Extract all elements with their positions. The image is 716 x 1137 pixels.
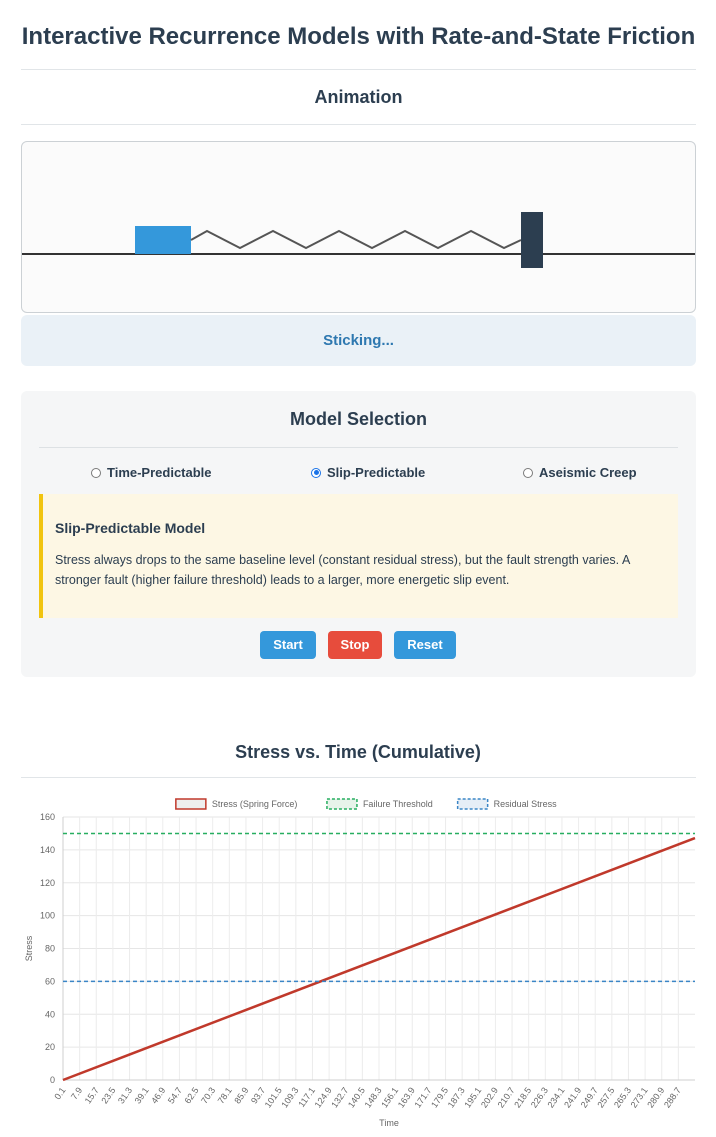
y-tick-label: 20 bbox=[44, 1042, 55, 1053]
x-tick-label: 39.1 bbox=[132, 1085, 151, 1106]
x-tick-label: 241.9 bbox=[562, 1085, 584, 1110]
x-tick-label: 0.1 bbox=[52, 1085, 68, 1102]
divider bbox=[39, 447, 678, 448]
x-tick-label: 288.7 bbox=[661, 1085, 684, 1110]
x-tick-label: 156.1 bbox=[379, 1085, 401, 1110]
x-tick-label: 23.5 bbox=[99, 1085, 118, 1106]
radio-label: Aseismic Creep bbox=[539, 465, 637, 480]
y-tick-label: 100 bbox=[39, 910, 55, 921]
model-radio-group bbox=[21, 465, 696, 485]
x-tick-label: 54.7 bbox=[165, 1085, 185, 1106]
radio-slip-predictable[interactable] bbox=[311, 465, 425, 480]
x-tick-label: 179.5 bbox=[429, 1085, 451, 1110]
x-tick-label: 226.3 bbox=[528, 1085, 550, 1110]
status-message: Sticking... bbox=[21, 315, 696, 366]
x-tick-label: 163.9 bbox=[395, 1085, 417, 1110]
x-tick-label: 210.7 bbox=[495, 1085, 517, 1110]
animation-section-title: Animation bbox=[314, 87, 403, 107]
y-tick-label: 140 bbox=[39, 844, 55, 855]
x-tick-label: 218.5 bbox=[512, 1085, 534, 1110]
x-tick-label: 101.5 bbox=[262, 1085, 284, 1110]
x-tick-label: 31.3 bbox=[115, 1085, 135, 1106]
chart-title: Stress vs. Time (Cumulative) bbox=[235, 742, 481, 762]
start-button[interactable]: Start bbox=[260, 631, 316, 659]
model-description-box bbox=[39, 494, 678, 618]
x-tick-label: 117.1 bbox=[296, 1085, 318, 1110]
x-tick-label: 93.7 bbox=[248, 1085, 268, 1106]
radio-circle-selected[interactable] bbox=[311, 468, 321, 478]
spring-block-svg bbox=[22, 142, 696, 313]
legend-label: Residual Stress bbox=[493, 799, 557, 809]
x-tick-label: 148.3 bbox=[362, 1085, 384, 1110]
y-tick-label: 160 bbox=[39, 812, 55, 822]
x-tick-label: 62.5 bbox=[182, 1085, 201, 1106]
radio-time-predictable[interactable] bbox=[91, 465, 212, 480]
legend-label: Failure Threshold bbox=[362, 799, 433, 809]
y-tick-label: 80 bbox=[44, 943, 55, 954]
x-tick-label: 280.9 bbox=[645, 1085, 667, 1110]
model-selection-title: Model Selection bbox=[289, 409, 428, 429]
x-tick-label: 257.5 bbox=[595, 1085, 617, 1110]
x-tick-label: 46.9 bbox=[149, 1085, 168, 1106]
x-tick-label: 273.1 bbox=[628, 1085, 650, 1110]
y-tick-label: 120 bbox=[39, 877, 55, 888]
y-axis-title: Stress bbox=[24, 935, 34, 962]
y-tick-label: 60 bbox=[44, 976, 55, 987]
legend-swatch bbox=[327, 799, 357, 809]
x-axis-title: Time bbox=[379, 1118, 399, 1128]
page-title: Interactive Recurrence Models with Rate-and-State Friction bbox=[21, 23, 696, 50]
divider bbox=[21, 777, 696, 778]
x-tick-label: 195.1 bbox=[462, 1085, 484, 1110]
divider bbox=[21, 124, 696, 125]
x-tick-label: 187.3 bbox=[445, 1085, 467, 1110]
x-tick-label: 265.3 bbox=[611, 1085, 634, 1110]
x-tick-label: 140.5 bbox=[345, 1085, 368, 1110]
driver-plate bbox=[521, 212, 543, 268]
model-description-title: Slip-Predictable Model bbox=[55, 520, 206, 536]
legend-swatch bbox=[176, 799, 206, 809]
spring bbox=[191, 231, 521, 248]
y-tick-label: 40 bbox=[44, 1009, 55, 1020]
x-tick-label: 109.3 bbox=[279, 1085, 301, 1110]
model-selection-panel bbox=[21, 391, 696, 677]
x-tick-label: 234.1 bbox=[545, 1085, 567, 1110]
legend-swatch bbox=[458, 799, 488, 809]
radio-circle[interactable] bbox=[523, 468, 533, 478]
x-tick-label: 15.7 bbox=[82, 1085, 101, 1106]
stop-button[interactable]: Stop bbox=[328, 631, 382, 659]
x-tick-label: 85.9 bbox=[232, 1085, 251, 1106]
x-tick-label: 249.7 bbox=[578, 1085, 600, 1110]
legend-label: Stress (Spring Force) bbox=[211, 799, 298, 809]
radio-circle[interactable] bbox=[91, 468, 101, 478]
x-tick-label: 171.7 bbox=[412, 1085, 434, 1110]
x-tick-label: 202.9 bbox=[478, 1085, 501, 1110]
stress-time-chart bbox=[0, 790, 716, 1137]
model-description-text: Stress always drops to the same baseline level (constant residual stress), but the fault strength varies. A stronger fault (higher failure threshold) leads to a larger, more energetic slip event. bbox=[55, 553, 630, 587]
x-tick-label: 124.9 bbox=[312, 1085, 334, 1110]
x-tick-label: 7.9 bbox=[68, 1085, 85, 1102]
x-tick-label: 78.1 bbox=[215, 1085, 234, 1106]
radio-aseismic-creep[interactable] bbox=[523, 465, 637, 480]
x-tick-label: 132.7 bbox=[329, 1085, 351, 1110]
sliding-block bbox=[135, 226, 191, 254]
animation-canvas bbox=[21, 141, 696, 313]
radio-label: Time-Predictable bbox=[107, 465, 212, 480]
reset-button[interactable]: Reset bbox=[394, 631, 456, 659]
page bbox=[21, 0, 696, 677]
y-tick-label: 0 bbox=[49, 1075, 55, 1085]
radio-label: Slip-Predictable bbox=[327, 465, 426, 480]
x-tick-label: 70.3 bbox=[199, 1085, 218, 1106]
